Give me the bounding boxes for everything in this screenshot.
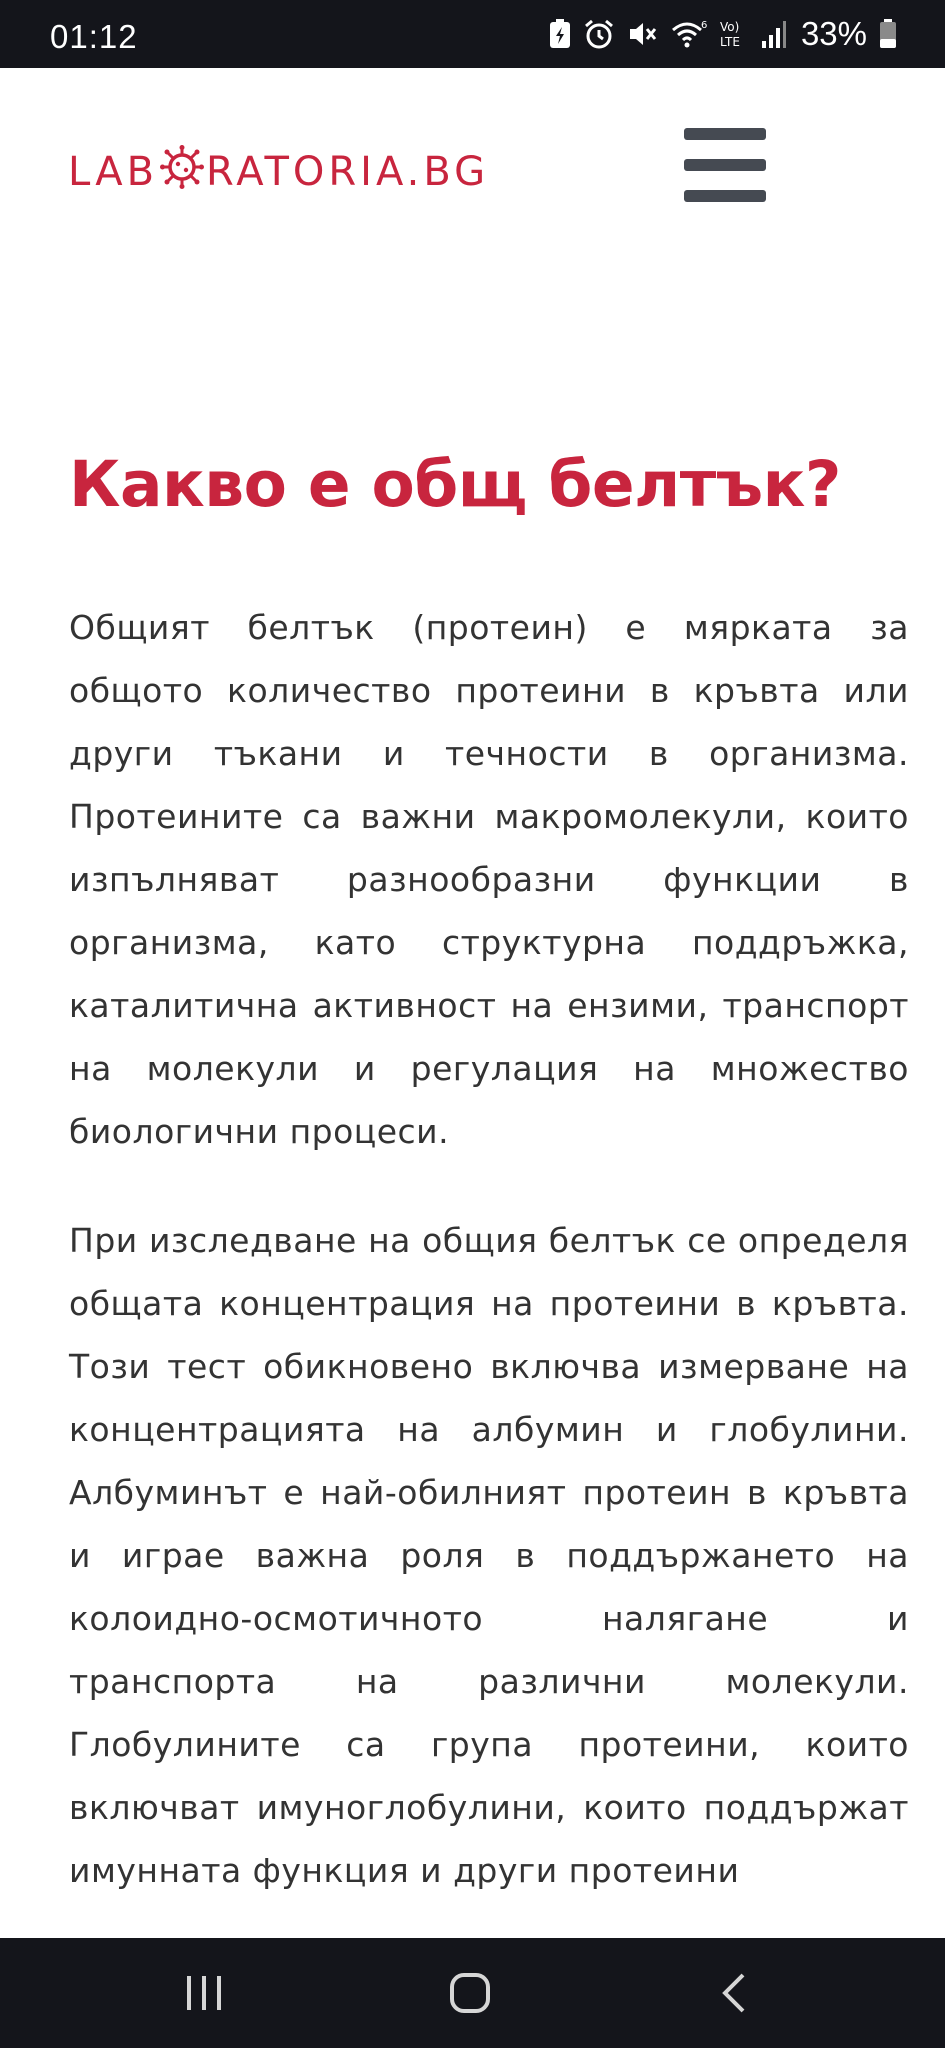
article [69, 440, 909, 1948]
svg-text:6: 6 [700, 20, 707, 31]
wifi-calling-icon [671, 18, 707, 50]
svg-text:LTE: LTE [719, 35, 740, 49]
article-title: Какво е общ белтък? [69, 448, 841, 521]
hamburger-menu-icon-bar [684, 190, 766, 202]
alarm-icon [583, 18, 615, 50]
hamburger-menu-icon-bar [684, 159, 766, 171]
article-paragraph: При изследване на общия белтък се определя общата концентрация на протеини в кръвта. Този тест обикновено включва измерване на концентрацията на албумин и глобулини. Албуминът е най-обилният протеин в кръвта и играе важна роля в поддържането на колоидно-осмотичното налягане и транспорта на различни молекули. Глобулините са група протеини, които включват имуноглобулини, които поддържат имунната функция и други протеини [69, 1221, 909, 1890]
battery-percent: 33% [800, 15, 867, 52]
mute-icon [627, 18, 659, 50]
logo-text-start: LAB [68, 149, 159, 195]
home-icon [448, 1971, 492, 2015]
back-icon [715, 1971, 755, 2015]
article-paragraph: Общият белтък (протеин) е мярката за общото количество протеини в кръвта или други тъкани и течности в организма. Протеините са важни макромолекули, които изпълняват разнообразни функции в организма, като структурна поддръжка, каталитична активност на ензими, транспорт на молекули и регулация на множество биологични процеси. [69, 608, 909, 1151]
svg-text:Vo): Vo) [719, 20, 740, 34]
status-bar [0, 0, 945, 68]
recent-apps-button[interactable] [164, 1963, 244, 2023]
home-button[interactable] [430, 1963, 510, 2023]
back-button[interactable] [695, 1963, 775, 2023]
site-header [0, 68, 945, 268]
battery-icon [879, 19, 897, 49]
logo-text-end: RATORIA.BG [206, 149, 490, 195]
status-time: 01:12 [50, 18, 138, 55]
volte-icon [719, 18, 749, 50]
navigation-bar [0, 1938, 945, 2048]
hamburger-menu-icon-bar [684, 128, 766, 140]
recent-apps-icon [184, 1971, 224, 2015]
hamburger-menu-button[interactable] [684, 128, 766, 202]
virus-logo-icon [160, 145, 204, 199]
status-icons [549, 14, 897, 54]
site-logo[interactable] [68, 142, 489, 202]
battery-saver-icon [549, 19, 571, 49]
signal-icon [761, 19, 787, 49]
